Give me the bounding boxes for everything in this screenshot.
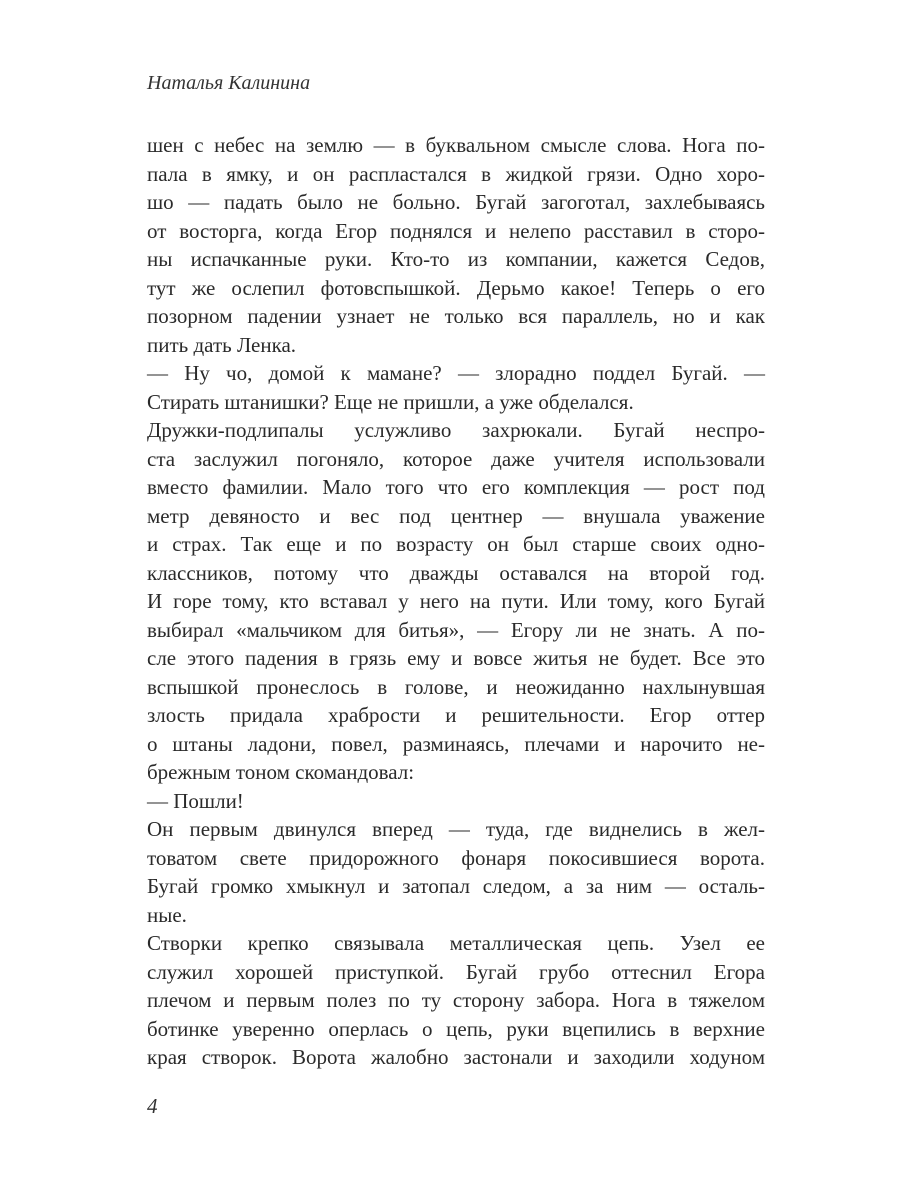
text-line: Стирать штанишки? Еще не пришли, а уже обделался. bbox=[147, 389, 634, 414]
text-line: — Пошли! bbox=[147, 788, 244, 813]
text-line: тут же ослепил фотовспышкой. Дерьмо какое! Теперь о его bbox=[147, 275, 765, 300]
text-line: Бугай громко хмыкнул и затопал следом, а за ним — осталь- bbox=[147, 874, 765, 898]
text-line: Дружки-подлипалы услужливо захрюкали. Бугай неспро- bbox=[147, 418, 765, 442]
text-line: и страх. Так еще и по возрасту он был старше своих одно- bbox=[147, 532, 765, 556]
text-line: шо — падать было не больно. Бугай загоготал, захлебываясь bbox=[147, 190, 765, 214]
text-line: служил хорошей приступкой. Бугай грубо оттеснил Егора bbox=[147, 959, 765, 984]
text-line: метр девяносто и вес под центнер — внушала уважение bbox=[147, 503, 765, 528]
text-line: о штаны ладони, повел, разминаясь, плечами и нарочито не- bbox=[147, 731, 765, 756]
body-text bbox=[147, 131, 765, 1072]
text-line: шен с небес на землю — в буквальном смысле слова. Нога по- bbox=[147, 133, 765, 157]
text-line: ные. bbox=[147, 902, 187, 927]
text-line: — Ну чо, домой к мамане? — злорадно поддел Бугай. — bbox=[147, 361, 765, 385]
text-line: пить дать Ленка. bbox=[147, 332, 297, 357]
text-line: ста заслужил погоняло, которое даже учителя использовали bbox=[147, 446, 765, 471]
text-line: пала в ямку, и он распластался в жидкой грязи. Одно хоро- bbox=[147, 161, 765, 186]
text-line: позорном падении узнает не только вся параллель, но и как bbox=[147, 304, 765, 328]
running-header-author: Наталья Калинина bbox=[147, 72, 311, 94]
text-line: брежным тоном скомандовал: bbox=[147, 760, 415, 784]
text-line: Он первым двинулся вперед — туда, где виднелись в жел- bbox=[147, 817, 765, 841]
text-line: выбирал «мальчиком для битья», — Егору ли не знать. А по- bbox=[147, 617, 765, 642]
text-line: классников, потому что дважды оставался на второй год. bbox=[147, 560, 765, 585]
text-line: края створок. Ворота жалобно застонали и заходили ходуном bbox=[147, 1045, 765, 1069]
text-line: сле этого падения в грязь ему и вовсе житья не будет. Все это bbox=[147, 646, 765, 670]
text-line: ны испачканные руки. Кто-то из компании, кажется Седов, bbox=[147, 247, 765, 271]
page-number: 4 bbox=[147, 1094, 158, 1118]
text-line: И горе тому, кто вставал у него на пути. Или тому, кого Бугай bbox=[147, 589, 765, 613]
text-line: от восторга, когда Егор поднялся и нелепо расставил в сторо- bbox=[147, 218, 765, 243]
text-line: Створки крепко связывала металлическая цепь. Узел ее bbox=[147, 931, 765, 955]
text-line: плечом и первым полез по ту сторону забора. Нога в тяжелом bbox=[147, 988, 765, 1012]
text-line: злость придала храбрости и решительности. Егор оттер bbox=[147, 703, 765, 727]
text-line: вспышкой пронеслось в голове, и неожиданно нахлынувшая bbox=[147, 674, 765, 699]
text-line: товатом свете придорожного фонаря покосившиеся ворота. bbox=[147, 845, 765, 870]
text-line: ботинке уверенно оперлась о цепь, руки вцепились в верхние bbox=[147, 1016, 765, 1041]
text-line: вместо фамилии. Мало того что его комплекция — рост под bbox=[147, 475, 765, 499]
